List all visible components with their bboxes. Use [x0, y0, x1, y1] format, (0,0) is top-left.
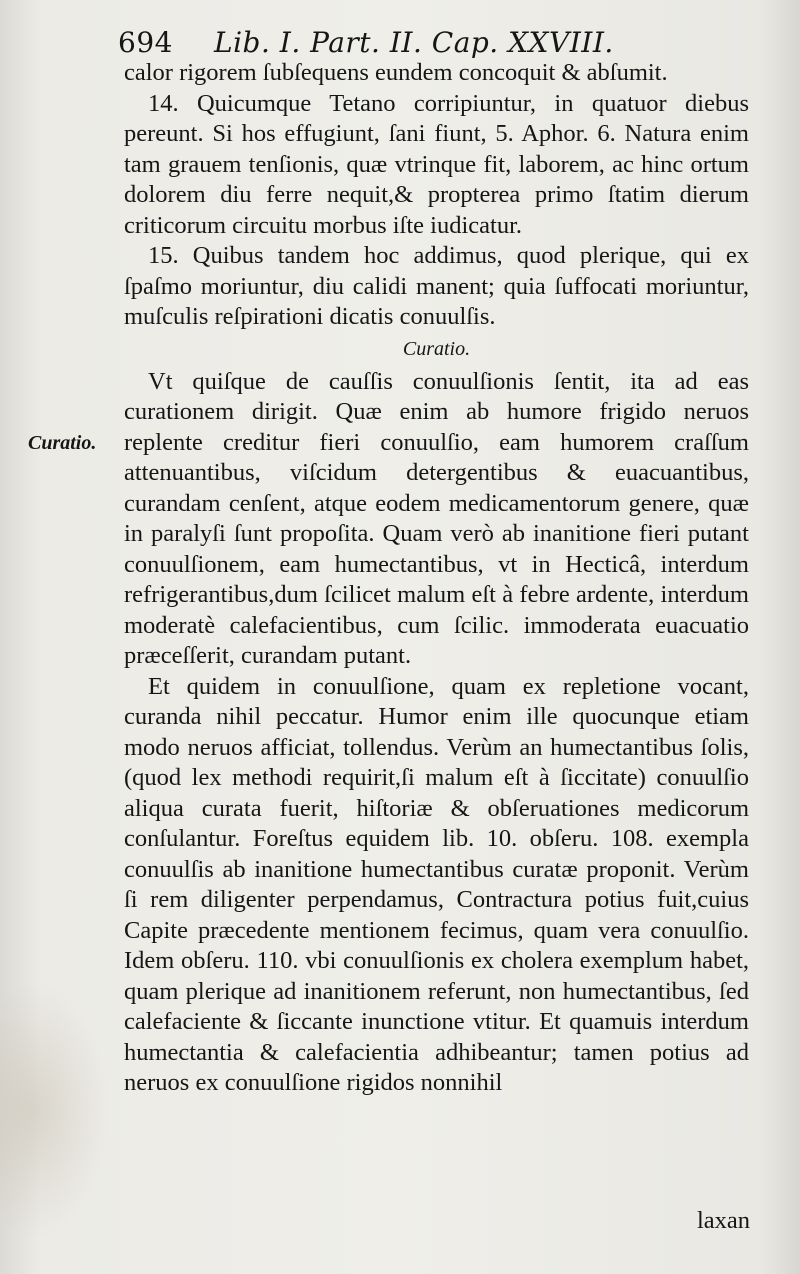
paragraph-curatio: Vt quiſque de cauſſis conuulſionis ſentit, ita ad eas curationem dirigit. Quæ enim ab humore frigido neruos replente creditur fieri conuulſio, eam humorem craſſum attenuantibus, viſcidum detergentibus & euacuantibus, curandam cenſent, atque eodem medicamentorum genere, quæ in paralyſi ſunt propoſita. Quam verò ab inanitione fieri putant conuulſionem, eam humectantibus, vt in Hecticâ, interdum refrigerantibus,dum ſcilicet malum eſt à febre ardente, interdum moderatè calefacientibus, cum ſcilic. immoderata euacuatio præceſſerit, curandam putant. [124, 367, 749, 669]
paragraph-continued: calor rigorem ſubſequens eundem concoquit & abſumit. [124, 59, 668, 86]
section-subheading: Curatio. [402, 337, 471, 360]
catchword: laxan [696, 1207, 750, 1234]
margin-note: Curatio. [28, 432, 97, 454]
paragraph-et-quidem: Et quidem in conuulſione, quam ex repletione vocant, curanda nihil peccatur. Humor enim ille quocunque etiam modo neruos afficiat, tollendus. Verùm an humectantibus ſolis, (quod lex methodi requirit,ſi malum eſt à ſiccitate) conuulſio aliqua curata fuerit, hiſtoriæ & obſeruationes medicorum conſulantur. Foreſtus equidem lib. 10. obſeru. 108. exempla conuulſis ab inanitione humectantibus curatæ proponit. Verùm ſi rem diligenter perpendamus, Contractura potius fuit,cuius Capite præcedente mentionem fecimus, quam vera conuulſio. Idem obſeru. 110. vbi conuulſionis ex cholera exemplum habet, quam plerique ad inanitionem referunt, non humectantibus, ſed calefaciente & ſiccante inunctione vtitur. Et quamuis interdum humectantia & calefacientia adhibeantur; tamen potius ad neruos ex conuulſione rigidos nonnihil [124, 672, 749, 1096]
paper-stain [0, 980, 110, 1240]
page-number: 694 [118, 26, 173, 59]
body-text [124, 58, 749, 1099]
running-title: Lib. I. Part. II. Cap. XXVIII. [214, 26, 614, 59]
paragraph-15: 15. Quibus tandem hoc addimus, quod plerique, qui ex ſpaſmo moriuntur, diu calidi manent; quia ſuffocati moriuntur, muſculis reſpirationi dicatis conuulſis. [124, 242, 749, 330]
paragraph-14: 14. Quicumque Tetano corripiuntur, in quatuor diebus pereunt. Si hos effugiunt, ſani fiunt, 5. Aphor. 6. Natura enim tam grauem tenſionis, quæ vtrinque fit, laborem, ac hinc ortum dolorem diu ferre nequit,& propterea primo ſtatim dierum criticorum circuitu morbus iſte iudicatur. [124, 89, 749, 239]
